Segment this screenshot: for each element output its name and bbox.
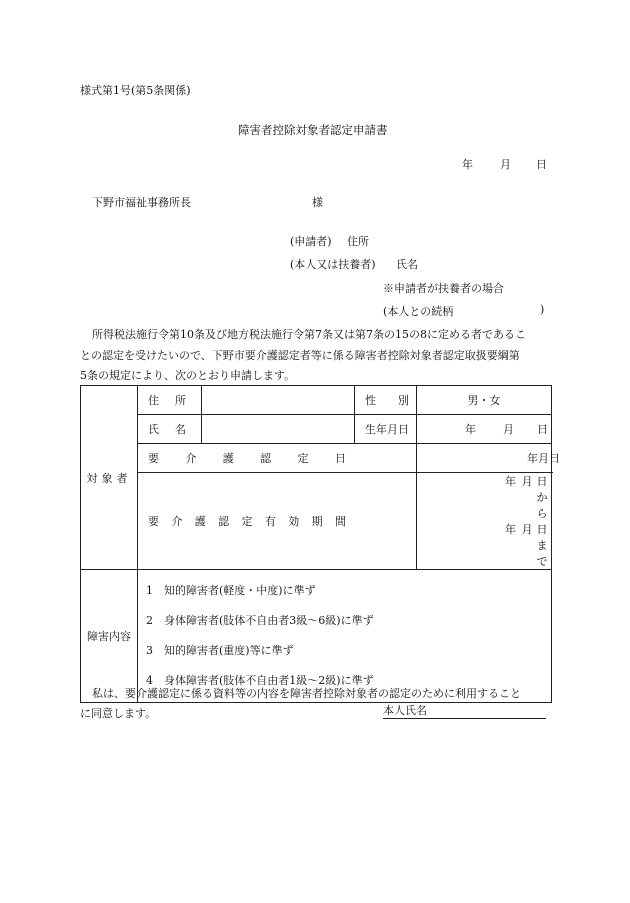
care-month: 月 [538, 452, 549, 465]
relation-open: (本人との続柄 [383, 305, 454, 318]
validity-label-char-9: 間 [335, 515, 346, 528]
to-month: 月 [521, 523, 533, 536]
care-date-label-char-3: 護 [222, 452, 234, 465]
subject-label: 対象者 [86, 471, 132, 485]
birth-day: 日 [537, 423, 548, 436]
relation-close: ) [540, 303, 545, 316]
to-day: 日まで [536, 523, 548, 568]
validity-label-char-4: 認 [218, 515, 230, 528]
from-year: 年 [505, 475, 516, 488]
validity-label-char-1: 要 [148, 515, 159, 528]
body-text-line-2: との認定を受けたいので、下野市要介護認定者等に係る障害者控除対象者認定取扱要綱第 [80, 349, 520, 362]
care-date-label-cell [138, 444, 417, 473]
sex-value: 男・女 [467, 394, 501, 407]
validity-label-cell [138, 473, 417, 570]
validity-label-char-8: 期 [311, 515, 323, 528]
content-item-1[interactable]: 1 知的障害者(軽度・中度)に準ず [146, 584, 316, 597]
application-table [80, 385, 560, 703]
care-date-label-char-1: 要 [148, 452, 159, 465]
body-text-line-3: 5条の規定により、次のとおり申請します。 [80, 369, 296, 382]
addressee-honorific: 様 [312, 196, 323, 209]
care-day: 日 [549, 452, 560, 465]
guardian-note: ※申請者が扶養者の場合 [383, 282, 504, 295]
care-date-field[interactable] [417, 444, 560, 473]
name-label: 氏名 [396, 258, 418, 271]
name-label-cell [138, 415, 202, 444]
sex-label-char-2: 別 [398, 394, 409, 407]
date-year: 年 [462, 158, 473, 171]
validity-label-char-6: 有 [264, 515, 276, 528]
consent-text-line-2: に同意します。 [80, 707, 157, 720]
body-text-line-1: 所得税法施行令第10条及び地方税法施行令第7条又は第7条の15の8に定める者であるこ [92, 328, 526, 341]
care-date-label-char-6: 日 [334, 452, 346, 465]
birth-label: 生年月日 [365, 423, 409, 436]
care-date-label-char-4: 認 [260, 452, 272, 465]
birth-month: 月 [503, 423, 514, 436]
birth-year: 年 [465, 423, 476, 436]
address-label-char-1: 住 [148, 394, 159, 407]
sex-label-cell [355, 386, 417, 415]
content-item-4[interactable]: 4 身体障害者(肢体不自由者1級～2級)に準ず [146, 674, 374, 687]
validity-from-field[interactable] [417, 473, 552, 522]
date-day: 日 [536, 158, 547, 171]
validity-label-char-2: 介 [171, 515, 183, 528]
applicant-role-label: (本人又は扶養者) [290, 258, 376, 271]
address-field[interactable] [202, 386, 355, 415]
name-label-char-1: 氏 [148, 423, 159, 436]
address-label: 住所 [347, 235, 369, 248]
from-month: 月 [521, 475, 533, 488]
signature-line [383, 702, 546, 719]
form-number: 様式第1号(第5条関係) [80, 84, 191, 97]
page-title: 障害者控除対象者認定申請書 [238, 123, 388, 137]
validity-label-char-3: 護 [194, 515, 206, 528]
content-item-3[interactable]: 3 知的障害者(重度)等に準ず [146, 644, 294, 657]
care-year: 年 [527, 452, 538, 465]
birth-date-field[interactable] [417, 415, 552, 444]
care-date-label-char-5: 定 [297, 452, 309, 465]
validity-label-char-7: 効 [288, 515, 300, 528]
care-date-label-char-2: 介 [185, 452, 197, 465]
validity-to-field[interactable] [417, 521, 552, 570]
sex-field[interactable] [417, 386, 552, 415]
signature-label: 本人氏名 [383, 704, 427, 717]
content-label: 障害内容 [87, 630, 131, 643]
consent-text-line-1: 私は、要介護認定に係る資料等の内容を障害者控除対象者の認定のために利用すること [92, 687, 521, 700]
address-label-cell [138, 386, 202, 415]
from-day: 日から [536, 475, 548, 520]
to-year: 年 [505, 523, 516, 536]
subject-label-cell [81, 386, 138, 570]
content-item-2[interactable]: 2 身体障害者(肢体不自由者3級～6級)に準ず [146, 614, 374, 627]
disability-content-list [138, 570, 552, 703]
address-label-char-2: 所 [175, 394, 186, 407]
date-month: 月 [500, 158, 511, 171]
birth-label-cell [355, 415, 417, 444]
name-label-char-2: 名 [175, 423, 186, 436]
content-label-cell [81, 570, 138, 703]
name-field[interactable] [202, 415, 355, 444]
addressee-name: 下野市福祉事務所長 [92, 196, 191, 209]
applicant-label: (申請者) [290, 235, 332, 248]
signature-field[interactable] [383, 702, 546, 719]
validity-label-char-5: 定 [241, 515, 253, 528]
sex-label-char-1: 性 [365, 394, 376, 407]
